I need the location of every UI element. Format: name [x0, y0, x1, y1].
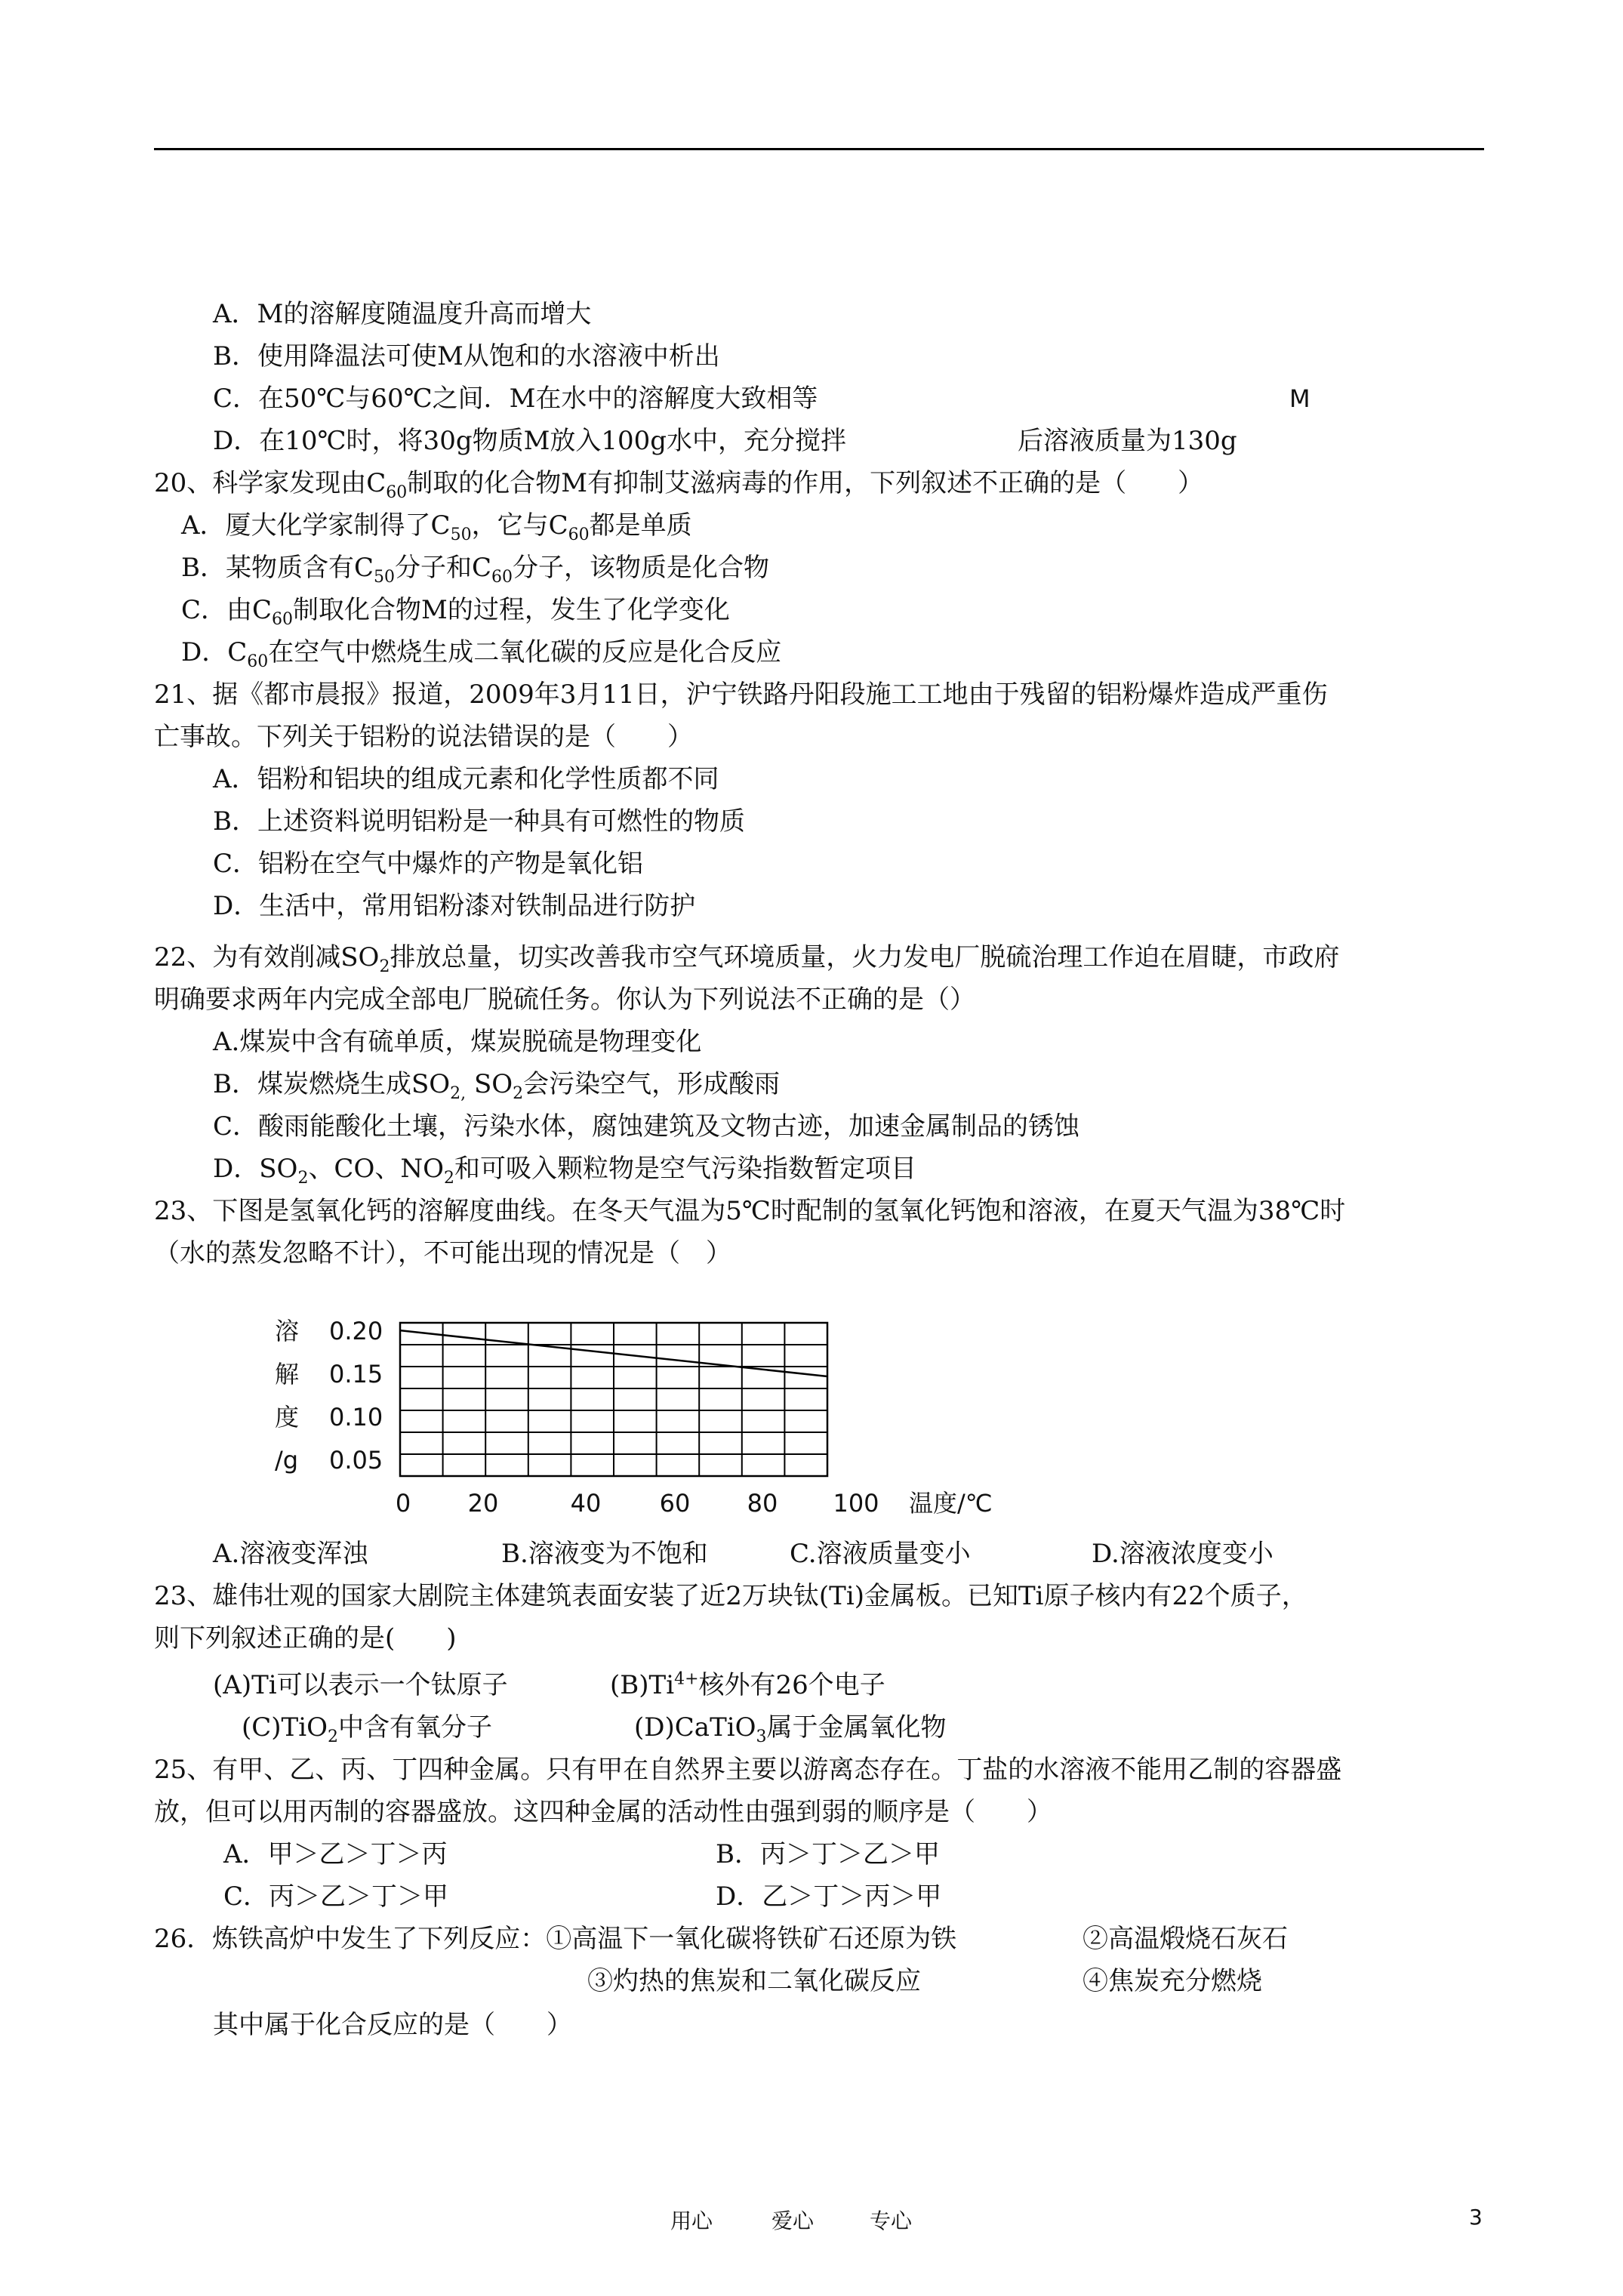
q23-option-c: C.溶液质量变小	[790, 1539, 971, 1569]
q25-option-a: A．甲＞乙＞丁＞丙	[223, 1839, 448, 1869]
x-tick-label: 100	[833, 1489, 879, 1518]
solubility-curve	[400, 1330, 827, 1376]
q20-stem: 20、科学家发现由$C_{60}$制取的化合物M有抑制艾滋病毒的作用，下列叙述不正确的是（ ）	[154, 468, 1204, 502]
footer-item-3: 专心	[870, 2208, 913, 2233]
footer-item-2: 爱心	[771, 2208, 815, 2233]
q20-option-c: C．由$C_{60}$制取化合物M的过程，发生了化学变化	[181, 595, 730, 629]
q23b-stem-line2: 则下列叙述正确的是( )	[154, 1623, 457, 1653]
q25-stem-line2: 放，但可以用丙制的容器盛放。这四种金属的活动性由强到弱的顺序是（ ）	[154, 1797, 1052, 1827]
q21-option-b: B．上述资料说明铝粉是一种具有可燃性的物质	[213, 806, 745, 837]
q22-stem-line1: 22、为有效削减$SO_2$排放总量，切实改善我市空气环境质量，火力发电厂脱硫治理工作迫在眉睫，市政府	[154, 942, 1340, 976]
y-axis-label-char: /g	[275, 1446, 299, 1475]
x-tick-label: 40	[570, 1489, 602, 1518]
q23-stem-line1: 23、下图是氢氧化钙的溶解度曲线。在冬天气温为5℃时配制的氢氧化钙饱和溶液，在夏天气温为38℃时	[154, 1196, 1346, 1226]
q22-option-b: B．煤炭燃烧生成$SO_{2,}$ $SO_2$会污染空气，形成酸雨	[213, 1069, 781, 1103]
q19-option-c: C．在50℃与60℃之间．M在水中的溶解度大致相等	[213, 384, 818, 414]
x-tick-label: 0	[395, 1489, 411, 1518]
q25-option-d: D．乙＞丁＞丙＞甲	[716, 1881, 942, 1912]
q23-option-d: D.溶液浓度变小	[1092, 1539, 1273, 1569]
q25-option-c: C．丙＞乙＞丁＞甲	[223, 1881, 449, 1912]
q26-question: 其中属于化合反应的是（ ）	[213, 2010, 572, 2040]
q22-option-a: A.煤炭中含有硫单质，煤炭脱硫是物理变化	[213, 1027, 702, 1057]
y-axis-label-char: 溶	[275, 1317, 300, 1345]
q21-option-a: A．铝粉和铝块的组成元素和化学性质都不同	[213, 764, 719, 794]
page-number: 3	[1469, 2205, 1483, 2230]
q20-option-d: D．$C_{60}$在空气中燃烧生成二氧化碳的反应是化合反应	[181, 637, 782, 671]
header-rule	[154, 148, 1484, 150]
y-tick-label: 0.20	[329, 1317, 383, 1345]
q21-stem-line2: 亡事故。下列关于铝粉的说法错误的是（ ）	[154, 722, 693, 752]
y-tick-label: 0.10	[329, 1403, 383, 1432]
y-tick-label: 0.15	[329, 1360, 383, 1388]
chart-series	[400, 1330, 827, 1376]
chart-labels	[275, 1317, 993, 1518]
figure-marker-m: M	[1289, 384, 1310, 413]
y-axis-label-char: 度	[275, 1403, 300, 1432]
x-tick-label: 20	[467, 1489, 499, 1518]
q20-option-b: B．某物质含有$C_{50}$分子和$C_{60}$分子，该物质是化合物	[181, 553, 770, 587]
q25-stem-line1: 25、有甲、乙、丙、丁四种金属。只有甲在自然界主要以游离态存在。丁盐的水溶液不能用乙制的容器盛	[154, 1755, 1342, 1785]
q22-option-c: C．酸雨能酸化土壤，污染水体，腐蚀建筑及文物古迹，加速金属制品的锈蚀	[213, 1111, 1080, 1142]
q21-stem-line1: 21、据《都市晨报》报道，2009年3月11日，沪宁铁路丹阳段施工工地由于残留的铝粉爆炸造成严重伤	[154, 680, 1328, 710]
q23b-option-c: (C)TiO$_2$中含有氧分子	[242, 1712, 492, 1746]
q23-stem-line2: （水的蒸发忽略不计），不可能出现的情况是（ ）	[154, 1238, 731, 1268]
x-axis-label: 温度/℃	[909, 1489, 993, 1518]
q25-option-b: B．丙＞丁＞乙＞甲	[716, 1839, 940, 1869]
q19-option-a: A．M的溶解度随温度升高而增大	[213, 299, 592, 329]
q26-reaction-4: ④焦炭充分燃烧	[1083, 1966, 1262, 1996]
x-tick-label: 60	[659, 1489, 691, 1518]
q23-option-a: A.溶液变浑浊	[213, 1539, 368, 1569]
q23-option-b: B.溶液变为不饱和	[501, 1539, 708, 1569]
q22-option-d: D．$SO_2$、CO、$NO_2$和可吸入颗粒物是空气污染指数暂定项目	[213, 1154, 916, 1188]
q19-option-d-cont: 后溶液质量为130g	[1018, 426, 1237, 456]
plot-frame	[400, 1323, 827, 1476]
x-tick-label: 80	[747, 1489, 778, 1518]
q23b-option-a: (A)Ti可以表示一个钛原子	[213, 1670, 508, 1700]
q26-stem: 26．炼铁高炉中发生了下列反应：①高温下一氧化碳将铁矿石还原为铁	[154, 1924, 957, 1954]
q19-option-b: B．使用降温法可使M从饱和的水溶液中析出	[213, 341, 720, 371]
q23b-option-d: (D)CaTiO$_3$属于金属氧化物	[634, 1712, 947, 1746]
q22-stem-line2: 明确要求两年内完成全部电厂脱硫任务。你认为下列说法不正确的是（）	[154, 985, 975, 1015]
y-axis-label-char: 解	[275, 1360, 300, 1388]
q23b-option-b: $(B)Ti^{4+}$核外有26个电子	[610, 1669, 885, 1700]
q21-option-d: D．生活中，常用铝粉漆对铁制品进行防护	[213, 891, 696, 921]
q21-option-c: C．铝粉在空气中爆炸的产物是氧化铝	[213, 849, 644, 879]
q19-option-d: D．在10℃时，将30g物质M放入100g水中，充分搅拌	[213, 426, 847, 456]
chart-grid	[400, 1323, 827, 1476]
q23b-stem-line1: 23、雄伟壮观的国家大剧院主体建筑表面安装了近2万块钛(Ti)金属板。已知Ti原子核内有22个质子，	[154, 1581, 1307, 1611]
footer-item-1: 用心	[670, 2208, 713, 2233]
y-tick-label: 0.05	[329, 1446, 383, 1475]
q26-reaction-3: ③灼热的焦炭和二氧化碳反应	[587, 1966, 921, 1996]
q20-option-a: A．厦大化学家制得了$C_{50}$，它与$C_{60}$都是单质	[181, 510, 692, 544]
q26-reaction-2: ②高温煅烧石灰石	[1083, 1924, 1288, 1954]
